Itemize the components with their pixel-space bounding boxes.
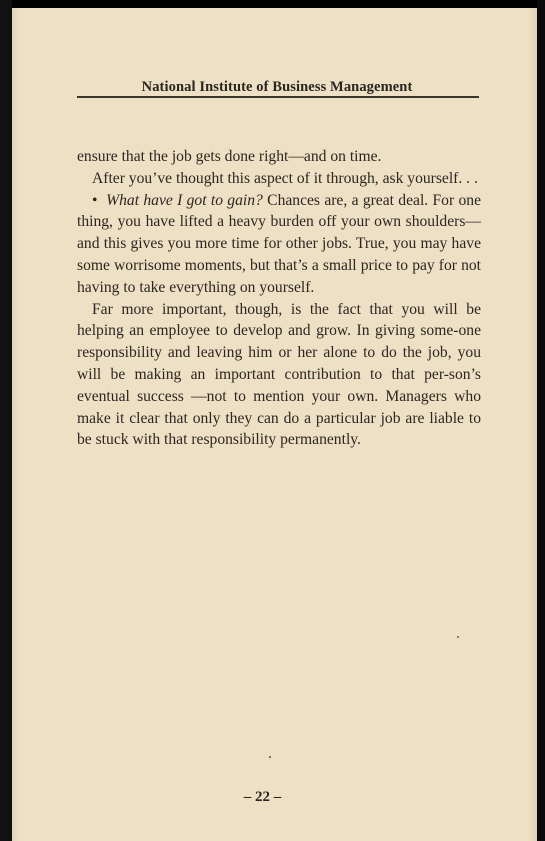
running-header-title: National Institute of Business Management — [141, 79, 413, 95]
paragraph-2: After you’ve thought this aspect of it through, ask yourself. . . — [92, 169, 478, 187]
page-body-text — [77, 146, 481, 451]
scan-left-edge — [0, 0, 12, 841]
scan-right-edge — [537, 0, 545, 841]
paper-speck — [269, 756, 271, 758]
header-rule-divider — [77, 96, 479, 98]
page-number: – 22 – — [243, 789, 282, 805]
paragraph-4: Far more important, though, is the fact that you will be helping an employee to develop and grow. In giving some-one responsibility and leaving him or her alone to do the job, you will be making an important contribution to that per-son’s eventual success —not to mention your own. Managers who make it clear that only they can do a particular job are liable to be stuck with that responsibility permanently. — [77, 300, 481, 449]
paragraph-3 — [77, 190, 481, 299]
question-italic: What have I got to gain? — [106, 191, 263, 209]
paragraph-3-text: Chances are, a great deal. For one thing, you have lifted a heavy burden off your own shoulders—and this gives you more time for other jobs. True, you may have some worrisome moments, but that’s a small price to pay for not having to take everything on yourself. — [77, 191, 481, 296]
paper-speck — [457, 636, 459, 638]
paragraph-1: ensure that the job gets done right—and on time. — [77, 148, 382, 165]
bullet-glyph: • — [92, 191, 98, 209]
